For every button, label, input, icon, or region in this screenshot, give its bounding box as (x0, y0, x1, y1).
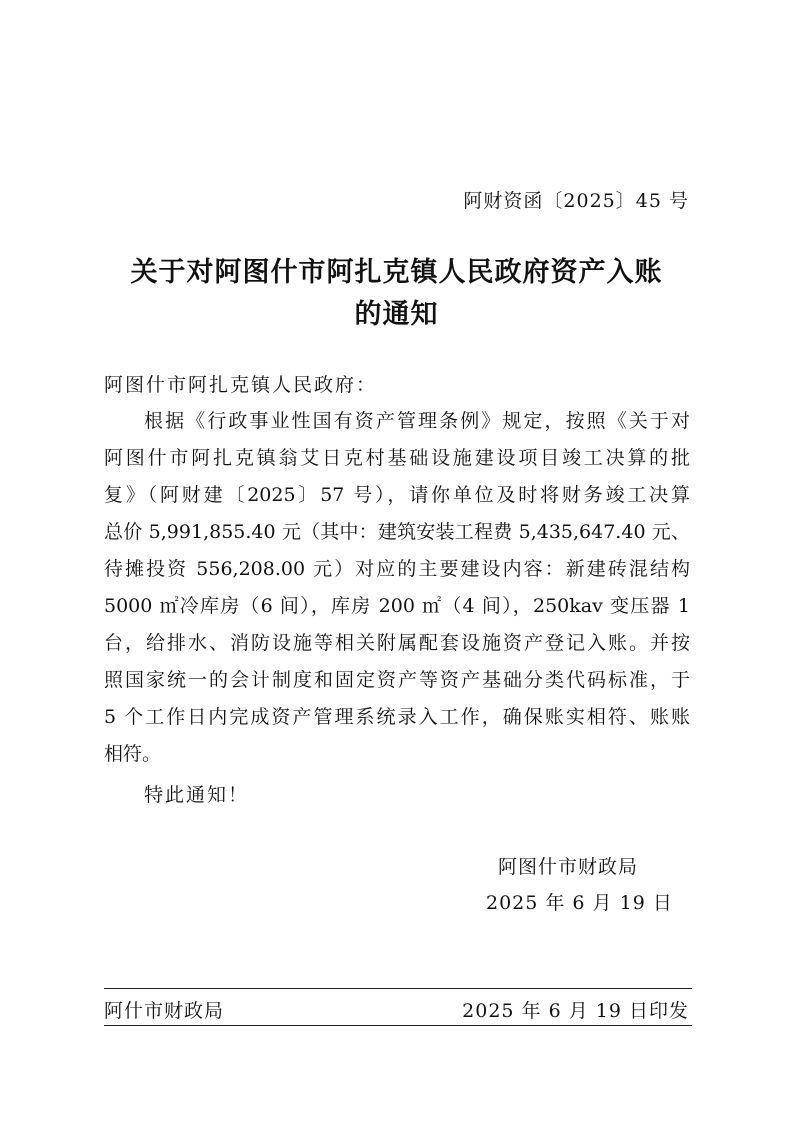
document-title-line-1: 关于对阿图什市阿扎克镇人民政府资产入账 (130, 257, 663, 288)
body-line: 根据《行政事业性国有资产管理条例》规定，按照《关于对 (144, 410, 690, 432)
body-line: 阿图什市阿扎克镇翁艾日克村基础设施建设项目竣工决算的批 (104, 447, 690, 469)
body-line: 复》（阿财建〔2025〕57 号），请你单位及时将财务竣工决算 (104, 484, 690, 506)
body-line: 总价 5,991,855.40 元（其中：建筑安装工程费 5,435,647.40 元、 (104, 521, 690, 543)
footer-issuer: 阿什市财政局 (104, 1000, 225, 1022)
signature-date: 2025 年 6 月 19 日 (486, 892, 673, 914)
document-title-line-2: 的通知 (354, 299, 439, 330)
body-line: 相符。 (104, 743, 162, 765)
document-title (0, 252, 793, 336)
closing-remark: 特此通知！ (144, 784, 250, 806)
body-line: 5 个工作日内完成资产管理系统录入工作，确保账实相符、账账 (104, 706, 690, 728)
body-line: 5000 ㎡冷库房（6 间），库房 200 ㎡（4 间），250kav 变压器 1 (104, 595, 690, 617)
salutation: 阿图什市阿扎克镇人民政府： (104, 374, 378, 396)
body-line: 照国家统一的会计制度和固定资产等资产基础分类代码标准，于 (104, 669, 690, 691)
footer-bottom-rule (104, 1025, 692, 1026)
body-line: 待摊投资 556,208.00 元）对应的主要建设内容：新建砖混结构 (104, 558, 690, 580)
body-line: 台，给排水、消防设施等相关附属配套设施资产登记入账。并按 (104, 632, 690, 654)
footer-issue-date: 2025 年 6 月 19 日印发 (462, 1000, 689, 1022)
document-number: 阿财资函〔2025〕45 号 (463, 190, 689, 212)
footer-top-rule (104, 988, 692, 989)
body-paragraph (104, 403, 690, 773)
signature-organization: 阿图什市财政局 (498, 856, 639, 878)
